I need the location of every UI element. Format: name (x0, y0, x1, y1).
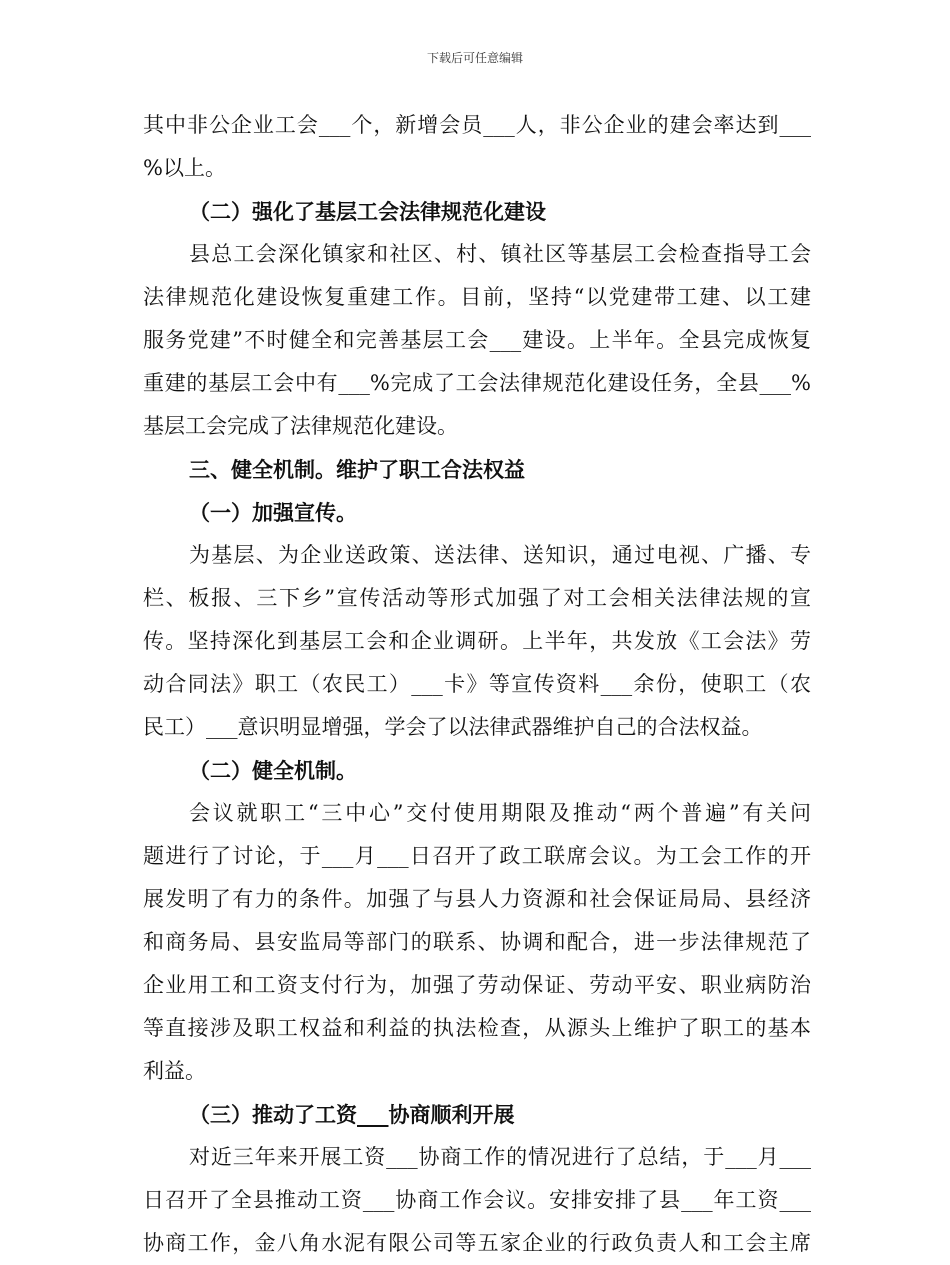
paragraph-line: 服务党建”不时健全和完善基层工会___建设。上半年。全县完成恢复 (143, 328, 811, 352)
paragraph-line: 题进行了讨论，于___月___日召开了政工联席会议。为工会工作的开 (143, 844, 811, 868)
paragraph-line: 和商务局、县安监局等部门的联系、协调和配合，进一步法律规范了 (143, 930, 811, 954)
section-heading: （二）强化了基层工会法律规范化建设 (189, 199, 546, 224)
paragraph-line: 栏、板报、三下乡”宣传活动等形式加强了对工会相关法律法规的宣 (143, 586, 811, 610)
paragraph-line: 民工）___意识明显增强，学会了以法律武器维护自己的合法权益。 (143, 715, 763, 739)
paragraph-line: 重建的基层工会中有___%完成了工会法律规范化建设任务，全县___% (143, 371, 811, 395)
page-header: 下载后可任意编辑 (426, 51, 523, 65)
section-heading: （三）推动了工资___协商顺利开展 (189, 1102, 515, 1127)
paragraph-line: 为基层、为企业送政策、送法律、送知识，通过电视、广播、专 (189, 543, 811, 567)
document-body (143, 104, 811, 1265)
section-heading: （二）健全机制。 (189, 758, 357, 783)
paragraph-line: 传。坚持深化到基层工会和企业调研。上半年，共发放《工会法》劳 (143, 629, 811, 653)
paragraph-line: 企业用工和工资支付行为，加强了劳动保证、劳动平安、职业病防治 (143, 973, 811, 997)
paragraph-line: %以上。 (143, 156, 226, 180)
paragraph-line: 县总工会深化镇家和社区、村、镇社区等基层工会检查指导工会 (189, 242, 811, 266)
section-heading: （一）加强宣传。 (189, 500, 357, 525)
paragraph-line: 等直接涉及职工权益和利益的执法检查，从源头上维护了职工的基本 (143, 1016, 811, 1040)
paragraph-line: 法律规范化建设恢复重建工作。目前，坚持“以党建带工建、以工建 (143, 285, 811, 309)
paragraph-line: 基层工会完成了法律规范化建设。 (143, 414, 458, 438)
paragraph-line: 展发明了有力的条件。加强了与县人力资源和社会保证局局、县经济 (143, 887, 811, 911)
paragraph-line: 会议就职工“三中心”交付使用期限及推动“两个普遍”有关问 (189, 801, 811, 825)
section-heading: 三、健全机制。维护了职工合法权益 (189, 457, 525, 482)
paragraph-line: 日召开了全县推动工资___协商工作会议。安排安排了县___年工资___ (143, 1188, 811, 1212)
paragraph-line: 其中非公企业工会___个，新增会员___人，非公企业的建会率达到___ (143, 113, 811, 137)
paragraph-line: 对近三年来开展工资___协商工作的情况进行了总结，于___月___ (189, 1145, 811, 1169)
paragraph-line: 利益。 (143, 1059, 206, 1083)
paragraph-line: 动合同法》职工（农民工）___卡》等宣传资料___余份，使职工（农 (143, 672, 811, 696)
paragraph-line: 协商工作，金八角水泥有限公司等五家企业的行政负责人和工会主席 (143, 1231, 811, 1255)
